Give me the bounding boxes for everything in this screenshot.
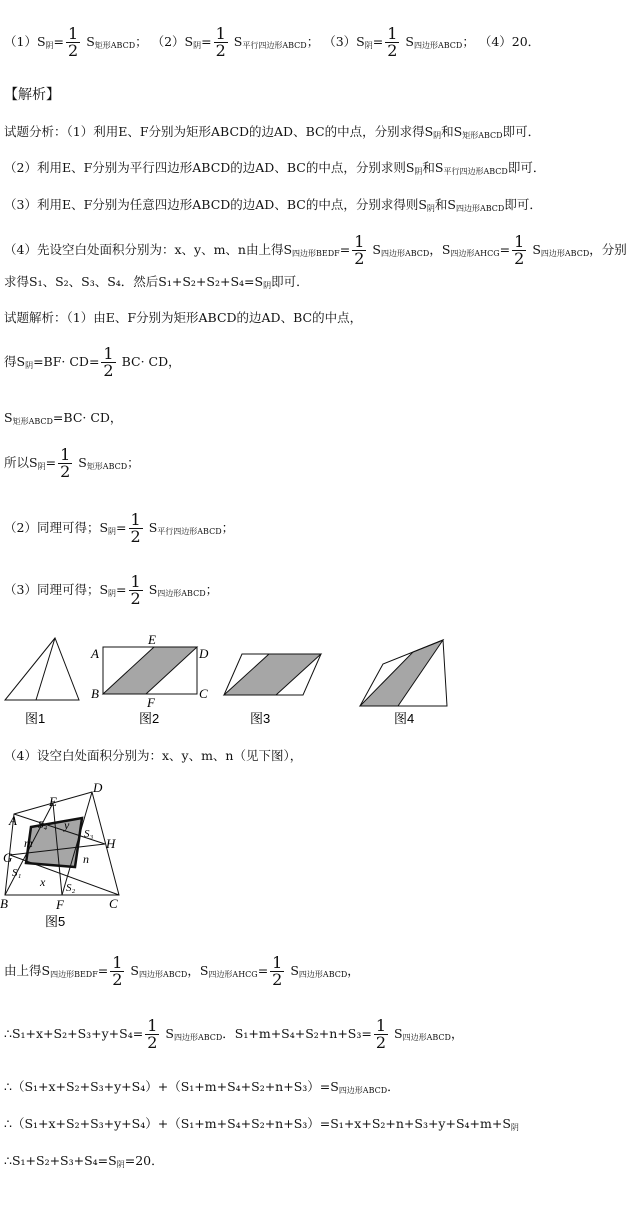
sub: 阴 xyxy=(426,204,435,213)
sub: 阴 xyxy=(25,361,34,370)
sub: 阴 xyxy=(37,462,46,471)
s-symbol: S xyxy=(405,34,414,49)
answer-part4-label: （4）20． xyxy=(478,34,541,49)
text: ． xyxy=(387,1079,400,1094)
equals: = xyxy=(257,963,269,978)
label-D: D xyxy=(93,780,103,795)
denominator: 2 xyxy=(68,41,79,60)
fraction-half xyxy=(512,234,526,267)
label-F: F xyxy=(147,695,155,710)
text: ； xyxy=(221,520,235,535)
sub: 四边形AHCG xyxy=(208,970,258,979)
sub: 阴 xyxy=(263,281,272,290)
s-symbol: S xyxy=(86,34,95,49)
label-A: A xyxy=(91,646,99,661)
text: ， xyxy=(347,963,360,978)
sub: 四边形ABCD xyxy=(173,1033,223,1042)
text: 即可． xyxy=(504,197,542,212)
equals: = xyxy=(97,963,109,978)
text: ，S xyxy=(187,963,209,978)
denominator: 2 xyxy=(130,527,141,546)
text: 得S xyxy=(4,354,26,369)
text: ； xyxy=(205,582,219,597)
equals: = xyxy=(339,242,351,257)
text: ，S xyxy=(429,242,451,257)
text: ，分别 xyxy=(589,242,627,257)
part4-line-3 xyxy=(4,1077,400,1096)
text: 试题分析：（1）利用E、F分别为矩形ABCD的边AD、BC的中点，分别求得S xyxy=(4,124,434,139)
sub: 矩形ABCD xyxy=(462,131,503,140)
fraction-half xyxy=(214,26,228,59)
text: ∴S₁+S₂+S₃+S₄=S xyxy=(4,1153,117,1168)
figure-3 xyxy=(224,654,321,695)
label-E: E xyxy=(148,632,156,647)
figure-4 xyxy=(360,640,447,706)
fraction-half xyxy=(270,955,284,988)
region-S4: S₄ xyxy=(38,819,48,831)
sub: 四边形BEDF xyxy=(292,249,340,258)
numerator: 1 xyxy=(147,1016,158,1035)
text: 和S xyxy=(434,197,456,212)
text: =20． xyxy=(124,1153,164,1168)
answer-part3-label: （3）S xyxy=(323,34,365,49)
text: （3）同理可得；S xyxy=(4,582,109,597)
sub: 阴 xyxy=(414,167,423,176)
analysis-line-3 xyxy=(4,195,542,214)
sub-quad: 四边形ABCD xyxy=(413,41,463,50)
text: ； xyxy=(127,455,140,470)
text: ∴（S₁+x+S₂+S₃+y+S₄）+（S₁+m+S₄+S₂+n+S₃）=S xyxy=(4,1079,339,1094)
semicolon: ； xyxy=(462,34,475,49)
sub: 四边形ABCD xyxy=(455,204,505,213)
region-S3: S₃ xyxy=(84,828,94,840)
figure-1 xyxy=(5,638,79,700)
sub-shade: 阴 xyxy=(364,41,373,50)
text: 求得S₁、S₂、S₃、S₄．然后S₁+S₂+S₂+S₄=S xyxy=(4,274,264,289)
text: （2）利用E、F分别为平行四边形ABCD的边AD、BC的中点，分别求则S xyxy=(4,160,415,175)
text: 和S xyxy=(441,124,463,139)
numerator: 1 xyxy=(103,344,114,363)
region-S1: S₁ xyxy=(12,867,22,879)
region-n: n xyxy=(83,852,89,866)
sub: 平行四边形ABCD xyxy=(443,167,508,176)
sub-shade: 阴 xyxy=(193,41,202,50)
s-symbol: S xyxy=(130,963,139,978)
region-S2: S₂ xyxy=(66,882,76,894)
label-B: B xyxy=(0,896,8,911)
sub: 四边形ABCD xyxy=(157,589,206,598)
sub: 阴 xyxy=(108,527,117,536)
sub: 四边形BEDF xyxy=(50,970,98,979)
fraction-half xyxy=(66,26,80,59)
text: BC· CD， xyxy=(121,354,181,369)
sub: 四边形AHCG xyxy=(450,249,500,258)
text: =BF· CD= xyxy=(33,354,100,369)
text: 即可． xyxy=(502,124,541,139)
s-symbol: S xyxy=(532,242,541,257)
fig1-median xyxy=(36,638,55,700)
denominator: 2 xyxy=(272,970,283,989)
fig3-label: 图3 xyxy=(250,711,271,726)
fig2-label: 图2 xyxy=(139,711,160,726)
answer-part1-label: （1）S xyxy=(4,34,46,49)
part4-intro: （4）设空白处面积分别为：x、y、m、n（见下图）， xyxy=(4,748,303,763)
fraction-half xyxy=(129,512,143,545)
fig1-triangle xyxy=(5,638,79,700)
part4-line-4 xyxy=(4,1114,519,1133)
sub: 四边形ABCD xyxy=(139,970,188,979)
fraction-half xyxy=(374,1018,388,1051)
denominator: 2 xyxy=(514,249,525,268)
text: （2）同理可得；S xyxy=(4,520,109,535)
sub: 矩形ABCD xyxy=(12,417,53,426)
figure-5 xyxy=(0,778,160,933)
sub-rect: 矩形ABCD xyxy=(94,41,136,50)
equals: = xyxy=(499,242,511,257)
sub-para: 平行四边形ABCD xyxy=(242,41,307,50)
numerator: 1 xyxy=(387,24,398,43)
answer-part2-label: （2）S xyxy=(151,34,194,49)
equals: = xyxy=(45,455,57,470)
solution-line-1c xyxy=(4,447,140,480)
numerator: 1 xyxy=(60,445,71,464)
fig4-label: 图4 xyxy=(394,711,415,726)
s-symbol: S xyxy=(148,582,158,597)
sub: 四边形ABCD xyxy=(402,1033,451,1042)
sub: 平行四边形ABCD xyxy=(157,527,222,536)
region-x: x xyxy=(40,875,46,889)
denominator: 2 xyxy=(387,41,398,60)
fraction-half xyxy=(110,955,124,988)
s-symbol: S xyxy=(372,242,381,257)
analysis-line-4a xyxy=(4,234,627,267)
label-B: B xyxy=(91,686,99,701)
text: ∴（S₁+x+S₂+S₃+y+S₄）+（S₁+m+S₄+S₂+n+S₃）=S₁+x+S₂+n+S₃+y+S₄+m+S xyxy=(4,1116,511,1131)
label-H: H xyxy=(106,836,116,851)
region-m: m xyxy=(24,836,33,850)
numerator: 1 xyxy=(354,232,365,251)
text: 所以S xyxy=(4,455,38,470)
sub: 阴 xyxy=(108,589,117,598)
part4-line-1 xyxy=(4,955,360,988)
part4-line-5 xyxy=(4,1151,164,1170)
fraction-half xyxy=(385,26,399,59)
denominator: 2 xyxy=(130,589,141,608)
figures-1-4 xyxy=(0,628,630,733)
numerator: 1 xyxy=(130,572,141,591)
fraction-half xyxy=(58,447,72,480)
text: ， xyxy=(450,1026,464,1041)
equals: = xyxy=(372,34,384,49)
s-symbol: S xyxy=(165,1026,174,1041)
equals: = xyxy=(53,34,65,49)
analysis-line-2 xyxy=(4,158,545,177)
text: =BC· CD， xyxy=(52,410,123,425)
solution-line-3 xyxy=(4,574,218,607)
text: ．S₁+m+S₄+S₂+n+S₃= xyxy=(222,1026,372,1041)
fraction-half xyxy=(352,234,366,267)
fig3-shaded xyxy=(224,654,321,695)
label-D: D xyxy=(199,646,209,661)
numerator: 1 xyxy=(215,24,226,43)
s-symbol: S xyxy=(394,1026,403,1041)
solution-line-1b xyxy=(4,408,122,427)
part4-line-2 xyxy=(4,1018,463,1051)
denominator: 2 xyxy=(60,462,71,481)
denominator: 2 xyxy=(147,1033,158,1052)
solution-intro: 试题解析：（1）由E、F分别为矩形ABCD的边AD、BC的中点， xyxy=(4,310,363,325)
s-symbol: S xyxy=(4,410,13,425)
analysis-line-1 xyxy=(4,122,540,141)
answer-line xyxy=(4,26,540,59)
sub: 四边形ABCD xyxy=(540,249,590,258)
semicolon: ； xyxy=(306,34,320,49)
fraction-half xyxy=(101,346,115,379)
sub-shade: 阴 xyxy=(45,41,54,50)
semicolon: ； xyxy=(135,34,148,49)
fig4-shaded xyxy=(360,640,443,706)
denominator: 2 xyxy=(215,41,226,60)
analysis-heading: 【解析】 xyxy=(4,87,60,103)
label-A: A xyxy=(9,813,17,828)
numerator: 1 xyxy=(514,232,525,251)
s-symbol: S xyxy=(290,963,299,978)
label-F: F xyxy=(56,897,64,912)
sub: 四边形ABCD xyxy=(380,249,430,258)
text: （4）先设空白处面积分别为：x、y、m、n由上得S xyxy=(4,242,293,257)
text: 由上得S xyxy=(4,963,51,978)
label-G: G xyxy=(3,850,13,865)
denominator: 2 xyxy=(112,970,123,989)
region-y: y xyxy=(64,818,70,832)
denominator: 2 xyxy=(375,1033,387,1052)
fig5-shaded xyxy=(26,818,82,867)
fraction-half xyxy=(145,1018,159,1051)
sub: 阴 xyxy=(510,1123,519,1132)
sub: 四边形ABCD xyxy=(298,970,348,979)
sub: 阴 xyxy=(433,131,442,140)
label-E: E xyxy=(49,794,57,809)
label-C: C xyxy=(199,686,208,701)
sub: 矩形ABCD xyxy=(86,462,128,471)
s-symbol: S xyxy=(78,455,87,470)
fraction-half xyxy=(129,574,143,607)
analysis-line-4b xyxy=(4,272,309,291)
text: 和S xyxy=(422,160,444,175)
fig2-shaded xyxy=(103,647,197,694)
numerator: 1 xyxy=(130,510,141,529)
numerator: 1 xyxy=(272,953,283,972)
denominator: 2 xyxy=(103,361,114,380)
text: 即可． xyxy=(507,160,546,175)
equals: = xyxy=(201,34,212,49)
sub: 四边形ABCD xyxy=(338,1086,388,1095)
text: （3）利用E、F分别为任意四边形ABCD的边AD、BC的中点，分别求得则S xyxy=(4,197,427,212)
numerator: 1 xyxy=(112,953,123,972)
numerator: 1 xyxy=(375,1016,387,1035)
fig5-label: 图5 xyxy=(45,914,66,929)
numerator: 1 xyxy=(68,24,79,43)
sub: 阴 xyxy=(116,1160,125,1169)
s-symbol: S xyxy=(233,34,243,49)
fig1-label: 图1 xyxy=(25,711,46,726)
label-C: C xyxy=(109,896,118,911)
s-symbol: S xyxy=(148,520,158,535)
equals: = xyxy=(116,520,127,535)
equals: = xyxy=(116,582,127,597)
solution-line-1a xyxy=(4,346,181,379)
solution-line-2 xyxy=(4,512,234,545)
text: ∴S₁+x+S₂+S₃+y+S₄= xyxy=(4,1026,144,1041)
figure-2 xyxy=(103,647,197,694)
denominator: 2 xyxy=(354,249,365,268)
text: 即可． xyxy=(271,274,309,289)
